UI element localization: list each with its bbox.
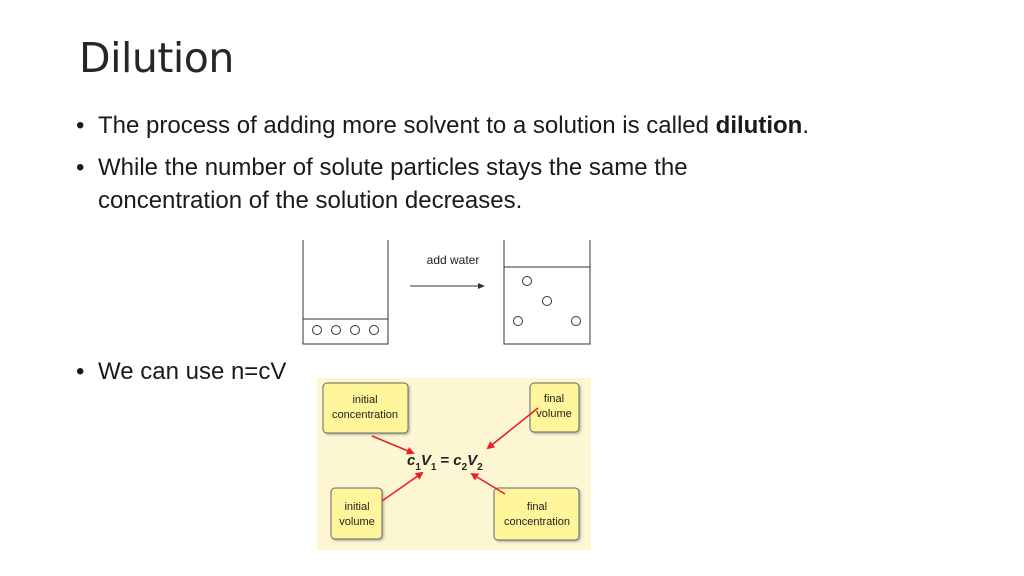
box-initial-concentration [323, 383, 408, 433]
bullet-text-line-2: concentration of the solution decreases. [98, 187, 523, 214]
svg-text:final: final [543, 393, 565, 405]
svg-text:volume: volume [536, 408, 572, 420]
bullet-text-before: The process of adding more solvent to a solution is called [98, 112, 716, 139]
solute-particle [514, 317, 523, 326]
solute-particle [370, 326, 379, 335]
svg-text:initial: initial [344, 501, 370, 513]
box-final-concentration [494, 488, 579, 540]
add-water-arrow [410, 253, 485, 289]
svg-text:c1V1=c2V2: $c_1V_1 = c_2V_2$ [407, 452, 483, 473]
bullet-text-bold: dilution [715, 112, 803, 139]
dilution-formula-figure [317, 378, 591, 550]
svg-text:final: final [526, 501, 548, 513]
solute-particle [523, 277, 532, 286]
solute-particle [332, 326, 341, 335]
beaker-after [504, 240, 590, 344]
bullet-text [98, 109, 918, 142]
svg-text:initial: initial [352, 394, 378, 406]
add-water-label: add water [426, 253, 480, 267]
dilution-diagram [290, 235, 600, 350]
solute-particle [572, 317, 581, 326]
solute-particle [313, 326, 322, 335]
bullet-text [98, 151, 918, 217]
svg-text:volume: volume [339, 516, 375, 528]
svg-text:concentration: concentration [331, 409, 399, 421]
bullet-text-after: . [802, 112, 809, 139]
slide-title: Dilution [79, 34, 234, 82]
bullet-dot: • [76, 358, 85, 385]
box-initial-volume [331, 488, 382, 539]
bullet-dot: • [76, 154, 85, 181]
bullet-text: We can use n=cV [98, 358, 287, 385]
svg-text:concentration: concentration [503, 516, 571, 528]
beaker-before [303, 240, 388, 344]
solute-particle [543, 297, 552, 306]
solute-particle [351, 326, 360, 335]
bullet-dot: • [76, 112, 85, 139]
bullet-text-line-1: While the number of solute particles stays the same the [98, 154, 688, 181]
